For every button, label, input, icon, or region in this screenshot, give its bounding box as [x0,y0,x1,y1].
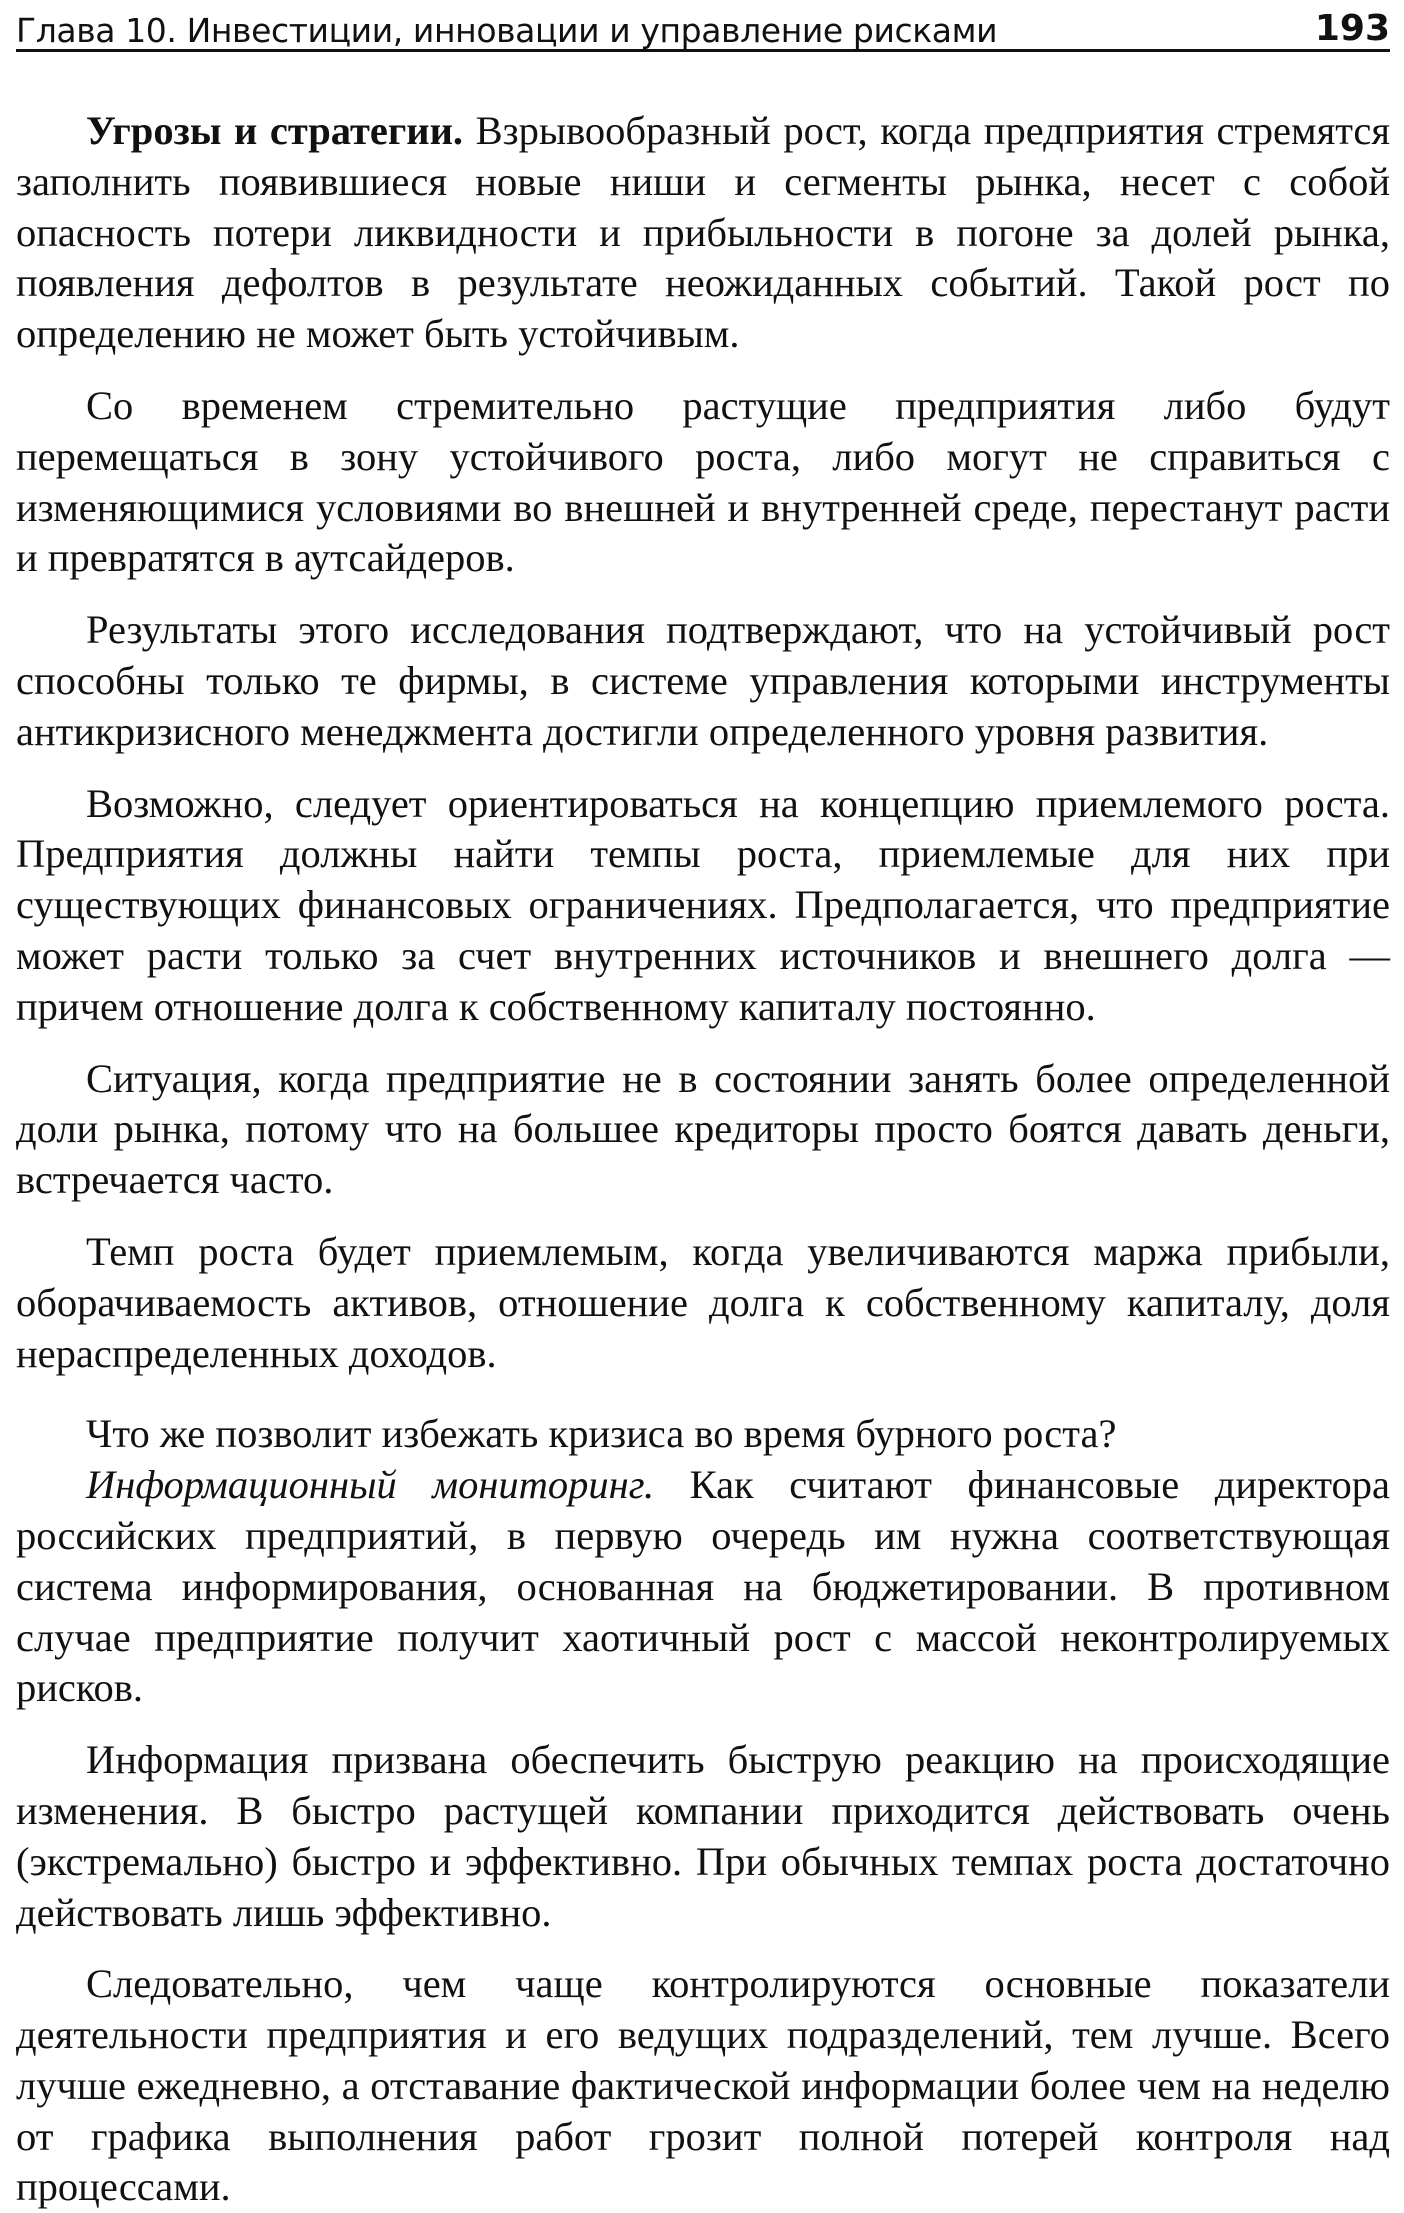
paragraph-threats-strategies [16,106,1390,360]
paragraph: Темп роста будет приемлемым, когда увеличиваются маржа прибыли, оборачиваемость активов, отношение долга к собственному капиталу, доля нераспределенных доходов. [16,1228,1390,1376]
paragraph: Ситуация, когда предприятие не в состоянии занять более определенной доли рынка, потому что на большее кредиторы просто боятся давать деньги, встречается часто. [16,1055,1390,1203]
paragraph-question: Что же позволит избежать кризиса во время бурного роста? [86,1411,1117,1457]
paragraph: Результаты этого исследования подтверждают, что на устойчивый рост способны только те фирмы, в системе управления которыми инструменты антикризисного менеджмента достигли определенного уровня развития. [16,607,1390,754]
paragraph-information-monitoring [16,1460,1390,1714]
page-number: 193 [1314,8,1390,49]
paragraph-lead-bold: Угрозы и стратегии. [86,108,464,153]
paragraph: Информация призвана обеспечить быструю реакцию на происходящие изменения. В быстро растущей компании приходится действовать очень (экстремально) быстро и эффективно. При обычных темпах роста достаточно действовать лишь эффективно. [16,1737,1390,1935]
paragraph: Следовательно, чем чаще контролируются основные показатели деятельности предприятия и его ведущих подразделений, тем лучше. Всего лучше ежедневно, а отставание фактической информации более чем на неделю от графика выполнения работ грозит полной потерей контроля над процессами. [16,1961,1390,2210]
paragraph: Со временем стремительно растущие предприятия либо будут перемещаться в зону устойчивого роста, либо могут не справиться с изменяющимися условиями во внешней и внутренней среде, перестанут расти и превратятся в аутсайдеров. [16,382,1390,581]
body-text [16,106,1390,2213]
paragraph-text: Как считают финансовые директора российских предприятий, в первую очередь им нужна соответствующая система информирования, основанная на бюджетировании. В противном случае предприятие получит хаотичный рост с массой неконтролируемых рисков. [16,1462,1390,1711]
running-title: Глава 10. Инвестиции, инновации и управление рисками [16,11,998,50]
running-header [16,0,1390,52]
paragraph: Возможно, следует ориентироваться на концепцию приемлемого роста. Предприятия должны найти темпы роста, приемлемые для них при существующих финансовых ограничениях. Предполагается, что предприятие может расти только за счет внутренних источников и внешнего долга — причем отношение долга к собственному капиталу постоянно. [16,780,1390,1029]
paragraph-lead-italic: Информационный мониторинг. [86,1462,655,1508]
paragraph-text: Взрывообразный рост, когда предприятия стремятся заполнить появившиеся новые ниши и сегменты рынка, несет с собой опасность потери ликвидности и прибыльности в погоне за долей рынка, появления дефолтов в результате неожиданных событий. Такой рост по определению не может быть устойчивым. [16,108,1390,357]
